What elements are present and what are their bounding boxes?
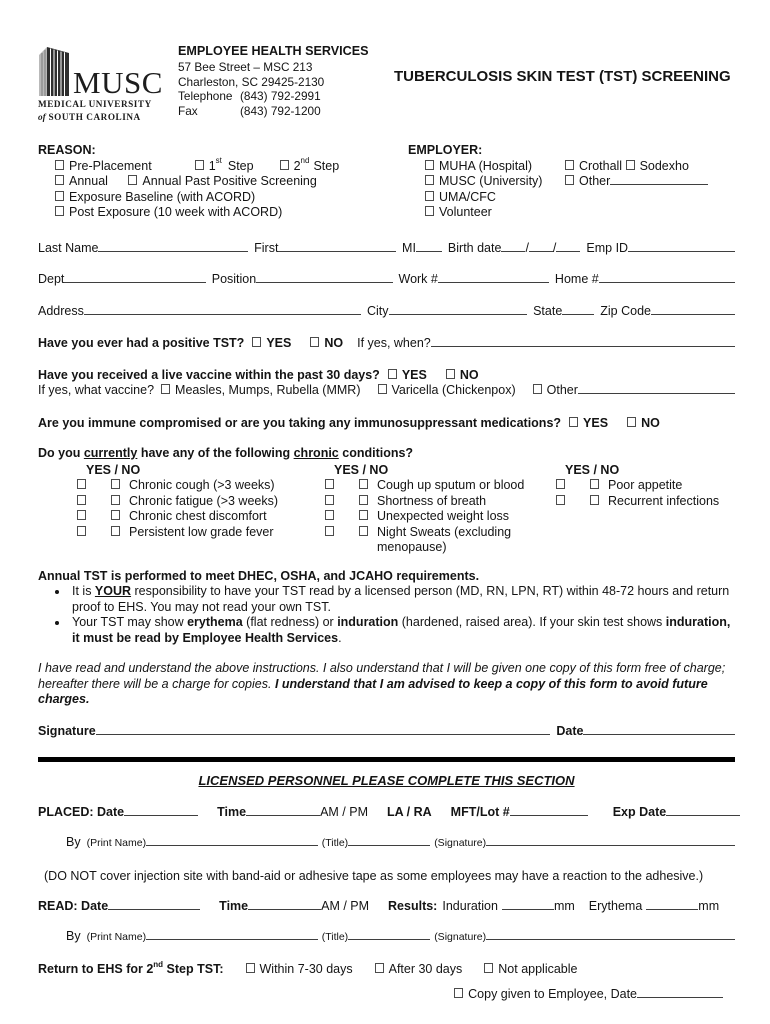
within-7-30-label: Within 7-30 days [259, 962, 353, 976]
checkbox-crothall[interactable] [565, 160, 574, 170]
date-label: Date [556, 723, 584, 738]
read-ampm-label[interactable]: AM / PM [321, 899, 370, 913]
title-label: (Title) [321, 837, 349, 849]
muha-label: MUHA (Hospital) [439, 158, 533, 173]
form-header [38, 44, 735, 122]
by-label: By [66, 928, 81, 943]
print-name-label: (Print Name) [86, 837, 147, 849]
checkbox-sodexho[interactable] [626, 160, 635, 170]
musc-logo-top [38, 44, 172, 100]
volunteer-label: Volunteer [439, 205, 492, 219]
chronic-conditions-columns [38, 463, 735, 556]
checkbox-after-30-days[interactable] [375, 963, 384, 973]
annual-tst-bullets [52, 584, 735, 646]
employer-option-volunteer[interactable] [425, 205, 492, 221]
chronic-row-fever [77, 525, 325, 541]
bandaid-note: (DO NOT cover injection site with band-aid or adhesive tape as some employees may have a reaction to the adhesive.) [44, 868, 704, 883]
crothall-label: Crothall [579, 158, 623, 173]
home-number-label: Home # [554, 272, 599, 286]
read-date-label: READ: Date [38, 899, 109, 913]
checkbox-positive-tst-yes[interactable] [252, 337, 261, 347]
ehs-city: Charleston, SC 29425-2130 [178, 74, 325, 89]
live-vaccine-yes[interactable] [388, 368, 427, 384]
reason-row-1 [55, 156, 408, 175]
checkbox-fatigue-no[interactable] [111, 495, 120, 505]
signature-row [38, 724, 735, 740]
results-label: Results: [388, 899, 438, 913]
positive-tst-question: Have you ever had a positive TST? [38, 336, 245, 350]
signature-date-field[interactable] [583, 724, 735, 735]
reason-option-exposure-baseline[interactable] [55, 190, 255, 206]
chronic-conditions-title: Do you currently have any of the following chronic conditions? [38, 446, 414, 460]
home-number-field[interactable] [599, 272, 735, 283]
fax-label: Fax [178, 103, 198, 118]
yes-no-header: YES / NO [334, 462, 389, 477]
employer-option-sodexho[interactable] [626, 159, 689, 175]
title-label: (Title) [321, 930, 349, 943]
chronic-conditions-section [38, 446, 735, 556]
signature-paren-label: (Signature) [434, 930, 487, 943]
state-field[interactable] [562, 304, 594, 315]
placed-time-label: Time [217, 804, 247, 819]
by-label: By [66, 835, 81, 849]
last-name-field[interactable] [98, 241, 248, 252]
read-date-field[interactable] [108, 899, 200, 910]
checkbox-infections-no[interactable] [590, 495, 599, 505]
checkbox-weight-yes[interactable] [325, 510, 334, 520]
varicella-label: Varicella (Chickenpox) [391, 383, 516, 397]
placed-ampm-label[interactable]: AM / PM [320, 804, 368, 819]
checkbox-live-vaccine-yes[interactable] [388, 369, 397, 379]
chronic-row-fatigue [77, 494, 325, 510]
chronic-cough-label: Chronic cough (>3 weeks) [129, 478, 275, 492]
checkbox-post-exposure[interactable] [55, 206, 64, 216]
employer-heading: EMPLOYER: [408, 143, 483, 157]
bullet-responsibility: • It is YOUR responsibility to have your TST read by a licensed person (MD, RN, LPN, RT) within 48-72 hours and return proof to EHS. You may not read your own TST. [69, 584, 735, 615]
address-label: Address [38, 303, 84, 318]
checkbox-musc[interactable] [425, 175, 434, 185]
employer-option-uma-cfc[interactable] [425, 190, 496, 206]
dept-field[interactable] [64, 272, 205, 283]
chronic-row-weight [325, 509, 556, 525]
chronic-column-3 [556, 463, 735, 556]
annual-tst-section [38, 569, 735, 647]
signature-field[interactable] [96, 724, 551, 735]
checkbox-exposure-baseline[interactable] [55, 191, 64, 201]
placed-date-label: PLACED: Date [38, 804, 125, 819]
reason-section [38, 143, 408, 221]
annual-label: Annual [69, 174, 108, 188]
read-time-field[interactable] [248, 899, 321, 910]
positive-tst-no[interactable] [310, 336, 343, 352]
chronic-column-2 [325, 463, 556, 556]
after-30-label: After 30 days [388, 962, 463, 976]
checkbox-copy-given[interactable] [454, 988, 463, 998]
annual-tst-heading: Annual TST is performed to meet DHEC, OSHA, and JCAHO requirements. [38, 568, 480, 583]
read-title-field[interactable] [348, 929, 430, 940]
emp-id-field[interactable] [628, 241, 735, 252]
copy-given-date-field[interactable] [637, 987, 723, 998]
checkbox-fever-yes[interactable] [77, 526, 86, 536]
first-name-field[interactable] [278, 241, 396, 252]
yes-label: YES [401, 367, 427, 382]
chronic-row-cough [77, 478, 325, 494]
musc-logo [38, 44, 172, 122]
position-field[interactable] [256, 272, 392, 283]
chronic-row-infections [556, 494, 735, 510]
no-label: NO [324, 336, 344, 350]
checkbox-mmr[interactable] [161, 384, 170, 394]
employer-option-musc[interactable] [425, 174, 542, 190]
employer-option-crothall[interactable] [565, 159, 622, 175]
zip-field[interactable] [651, 304, 735, 315]
checkbox-1st-step[interactable] [195, 160, 204, 170]
musc-of-text: of [38, 112, 46, 122]
live-vaccine-no[interactable] [446, 368, 479, 384]
checkbox-immune-yes[interactable] [569, 417, 578, 427]
return-option-not-applicable[interactable] [484, 962, 577, 978]
work-number-label: Work # [398, 272, 438, 286]
placed-row [38, 805, 735, 821]
checkbox-not-applicable[interactable] [484, 963, 493, 973]
uma-cfc-label: UMA/CFC [439, 189, 496, 204]
checkbox-vaccine-other[interactable] [533, 384, 542, 394]
employer-column-1 [425, 159, 565, 221]
immune-question: Are you immune compromised or are you taking any immunosuppressant medications? [38, 415, 562, 430]
exp-date-field[interactable] [666, 805, 740, 816]
reason-option-2nd-step[interactable] [280, 156, 340, 175]
employer-other-label: Other [579, 174, 611, 188]
vaccine-option-mmr[interactable] [161, 383, 360, 399]
ehs-phone-row [178, 89, 390, 104]
placed-time-field[interactable] [246, 805, 320, 816]
mft-lot-field[interactable] [510, 805, 588, 816]
chronic-fatigue-label: Chronic fatigue (>3 weeks) [129, 493, 279, 508]
post-exposure-label: Post Exposure (10 week with ACORD) [69, 205, 283, 219]
return-option-within-7-30[interactable] [246, 962, 353, 978]
yes-label: YES [266, 336, 292, 350]
read-time-label: Time [219, 899, 249, 913]
exp-date-label: Exp Date [612, 804, 667, 819]
address-field[interactable] [84, 304, 361, 315]
checkbox-chest-yes[interactable] [77, 510, 86, 520]
chest-discomfort-label: Chronic chest discomfort [129, 509, 267, 523]
checkbox-annual[interactable] [55, 175, 64, 185]
licensed-section-heading: LICENSED PERSONNEL PLEASE COMPLETE THIS SECTION [198, 773, 575, 788]
zip-label: Zip Code [600, 303, 651, 318]
work-number-field[interactable] [438, 272, 549, 283]
yes-no-header: YES / NO [86, 462, 141, 477]
sputum-blood-label: Cough up sputum or blood [377, 478, 525, 492]
checkbox-annual-past-positive[interactable] [128, 175, 137, 185]
employer-options [425, 159, 735, 221]
checkbox-breath-no[interactable] [359, 495, 368, 505]
vaccine-option-other[interactable] [533, 383, 578, 399]
checkbox-infections-yes[interactable] [556, 495, 565, 505]
checkbox-volunteer[interactable] [425, 206, 434, 216]
chronic-row-sputum [325, 478, 556, 494]
copy-given-option[interactable] [454, 987, 637, 1003]
read-by-row [66, 929, 735, 946]
name-row [38, 241, 735, 257]
read-signature-field[interactable] [486, 929, 735, 940]
checkbox-sputum-yes[interactable] [325, 479, 334, 489]
induration-mm-unit: mm [553, 899, 575, 913]
erythema-mm-field[interactable] [646, 899, 698, 910]
placed-signature-field[interactable] [486, 835, 735, 846]
checkbox-fever-no[interactable] [111, 526, 120, 536]
city-label: City [366, 303, 389, 318]
date-slash: / [525, 240, 529, 255]
vaccine-type-row [38, 383, 735, 399]
erythema-label: Erythema [588, 899, 643, 913]
return-ehs-row [38, 959, 735, 978]
sodexho-label: Sodexho [639, 158, 689, 173]
reason-option-pre-placement[interactable] [55, 159, 152, 175]
birth-date-label: Birth date [447, 240, 502, 255]
employer-section [408, 143, 735, 221]
checkbox-cough-no[interactable] [111, 479, 120, 489]
phone-label: Telephone [178, 89, 233, 104]
copy-given-label: Copy given to Employee, Date [468, 986, 637, 1001]
live-vaccine-question: Have you received a live vaccine within the past 30 days? [38, 367, 380, 382]
checkbox-cough-yes[interactable] [77, 479, 86, 489]
first-name-label: First [254, 240, 279, 255]
vaccine-other-field[interactable] [578, 383, 735, 394]
read-print-name-field[interactable] [146, 929, 318, 940]
mi-field[interactable] [416, 241, 442, 252]
checkbox-appetite-yes[interactable] [556, 479, 565, 489]
yes-label: YES [583, 415, 609, 430]
checkbox-chest-no[interactable] [111, 510, 120, 520]
not-applicable-label: Not applicable [498, 962, 578, 976]
chronic-row-breath [325, 494, 556, 510]
live-vaccine-question-block [38, 368, 735, 399]
checkbox-immune-no[interactable] [627, 417, 636, 427]
yes-no-header: YES / NO [565, 462, 620, 477]
mi-label: MI [402, 240, 416, 255]
recurrent-infections-label: Recurrent infections [608, 493, 720, 508]
return-option-after-30[interactable] [375, 962, 463, 978]
if-yes-when-label: If yes, when? [357, 336, 431, 350]
employer-option-other[interactable] [565, 174, 708, 190]
acknowledgment-paragraph: I have read and understand the above instructions. I also understand that I will be given one copy of this form free of charge; hereafter there will be a charge for copies. I understand that I am advised to keep a copy of this form to avoid future charges. [38, 661, 726, 706]
placed-by-row [66, 835, 735, 852]
chronic-column-1 [77, 463, 325, 556]
chronic-row-sweats [325, 525, 556, 556]
immune-yes[interactable] [569, 416, 608, 432]
birth-year-field[interactable] [556, 241, 580, 252]
print-name-label: (Print Name) [86, 930, 147, 943]
immune-no[interactable] [627, 416, 660, 432]
exposure-baseline-label: Exposure Baseline (with ACORD) [69, 189, 256, 204]
mmr-label: Measles, Mumps, Rubella (MMR) [175, 383, 361, 397]
musc-sub-line1 [38, 99, 172, 109]
position-label: Position [211, 272, 257, 286]
employer-other-field[interactable] [610, 174, 708, 185]
what-vaccine-label: If yes, what vaccine? [38, 383, 155, 397]
copy-given-row [38, 987, 735, 1003]
checkbox-2nd-step[interactable] [280, 160, 289, 170]
dept-row [38, 272, 735, 288]
city-field[interactable] [389, 304, 528, 315]
if-yes-when-field[interactable] [431, 336, 735, 347]
reason-option-post-exposure[interactable] [55, 205, 282, 221]
vaccine-other-label: Other [546, 383, 578, 397]
musc-sub-line2 [38, 112, 172, 122]
signature-label: Signature [38, 723, 96, 738]
musc-sub-line2-text: SOUTH CAROLINA [48, 112, 141, 122]
checkbox-appetite-no[interactable] [590, 479, 599, 489]
musc-sub-line1-text: MEDICAL UNIVERSITY [38, 99, 152, 109]
musc-acronym: MUSC [73, 65, 163, 100]
shortness-breath-label: Shortness of breath [377, 493, 487, 508]
checkbox-within-7-30-days[interactable] [246, 963, 255, 973]
positive-tst-yes[interactable] [252, 336, 291, 352]
reason-option-annual[interactable] [55, 174, 108, 190]
vaccine-option-varicella[interactable] [378, 383, 516, 399]
checkbox-muha[interactable] [425, 160, 434, 170]
no-label: NO [641, 415, 660, 430]
checkbox-weight-no[interactable] [359, 510, 368, 520]
dept-label: Dept [38, 272, 65, 286]
bullet-erythema-induration: • Your TST may show erythema (flat redness) or induration (hardened, raised area). If your skin test shows induration, it must be read by Employee Health Services. [69, 615, 735, 646]
checkbox-varicella[interactable] [378, 384, 387, 394]
pre-placement-label: Pre-Placement [69, 158, 152, 173]
employer-option-muha[interactable] [425, 159, 532, 175]
induration-mm-field[interactable] [502, 899, 554, 910]
read-row [38, 899, 735, 915]
arm-site-label[interactable]: LA / RA [387, 804, 432, 819]
induration-label: Induration [442, 899, 498, 913]
placed-date-field[interactable] [124, 805, 198, 816]
emp-id-label: Emp ID [586, 240, 629, 255]
live-vaccine-question-row [38, 368, 735, 384]
reason-employer-section [38, 143, 735, 221]
ehs-fax-row [178, 104, 390, 119]
reason-option-1st-step[interactable] [195, 156, 254, 175]
checkbox-pre-placement[interactable] [55, 160, 64, 170]
birth-day-field[interactable] [529, 241, 553, 252]
placed-title-field[interactable] [348, 835, 430, 846]
checkbox-fatigue-yes[interactable] [77, 495, 86, 505]
address-row [38, 304, 735, 320]
positive-tst-question-row [38, 336, 735, 352]
chronic-row-appetite [556, 478, 735, 494]
checkbox-sputum-no[interactable] [359, 479, 368, 489]
ehs-street: 57 Bee Street – MSC 213 [178, 60, 313, 74]
ehs-address-block [178, 44, 390, 118]
checkbox-employer-other[interactable] [565, 175, 574, 185]
step1-label: 1st Step [208, 156, 254, 173]
section-divider-bar [38, 757, 735, 762]
state-label: State [533, 303, 563, 318]
return-ehs-label: Return to EHS for 2nd Step TST: [38, 959, 224, 976]
signature-paren-label: (Signature) [434, 837, 487, 849]
checkbox-sweats-no[interactable] [359, 526, 368, 536]
no-label: NO [459, 367, 479, 382]
chronic-row-chest [77, 509, 325, 525]
checkbox-positive-tst-no[interactable] [310, 337, 319, 347]
mft-lot-label: MFT/Lot # [450, 804, 510, 819]
reason-option-annual-past-positive[interactable] [128, 174, 316, 190]
last-name-label: Last Name [38, 240, 99, 255]
low-grade-fever-label: Persistent low grade fever [129, 524, 274, 539]
birth-month-field[interactable] [501, 241, 525, 252]
musc-building-icon [38, 44, 71, 96]
ehs-dept-name: EMPLOYEE HEALTH SERVICES [178, 44, 369, 58]
placed-print-name-field[interactable] [146, 835, 318, 846]
night-sweats-label: Night Sweats (excluding menopause) [377, 524, 512, 554]
page-title: TUBERCULOSIS SKIN TEST (TST) SCREENING [394, 68, 731, 85]
phone-number: (843) 792-2991 [240, 89, 321, 104]
erythema-mm-unit: mm [698, 899, 720, 913]
checkbox-breath-yes[interactable] [325, 495, 334, 505]
step2-label: 2nd Step [293, 156, 340, 173]
immune-question-row [38, 416, 735, 432]
weight-loss-label: Unexpected weight loss [377, 509, 510, 523]
checkbox-uma-cfc[interactable] [425, 191, 434, 201]
employer-column-2 [565, 159, 735, 221]
checkbox-live-vaccine-no[interactable] [446, 369, 455, 379]
date-slash: / [552, 240, 557, 255]
reason-heading: REASON: [38, 143, 96, 157]
musc-label: MUSC (University) [439, 174, 543, 188]
checkbox-sweats-yes[interactable] [325, 526, 334, 536]
fax-number: (843) 792-1200 [240, 103, 321, 118]
poor-appetite-label: Poor appetite [608, 478, 683, 492]
annual-past-positive-label: Annual Past Positive Screening [142, 174, 317, 188]
